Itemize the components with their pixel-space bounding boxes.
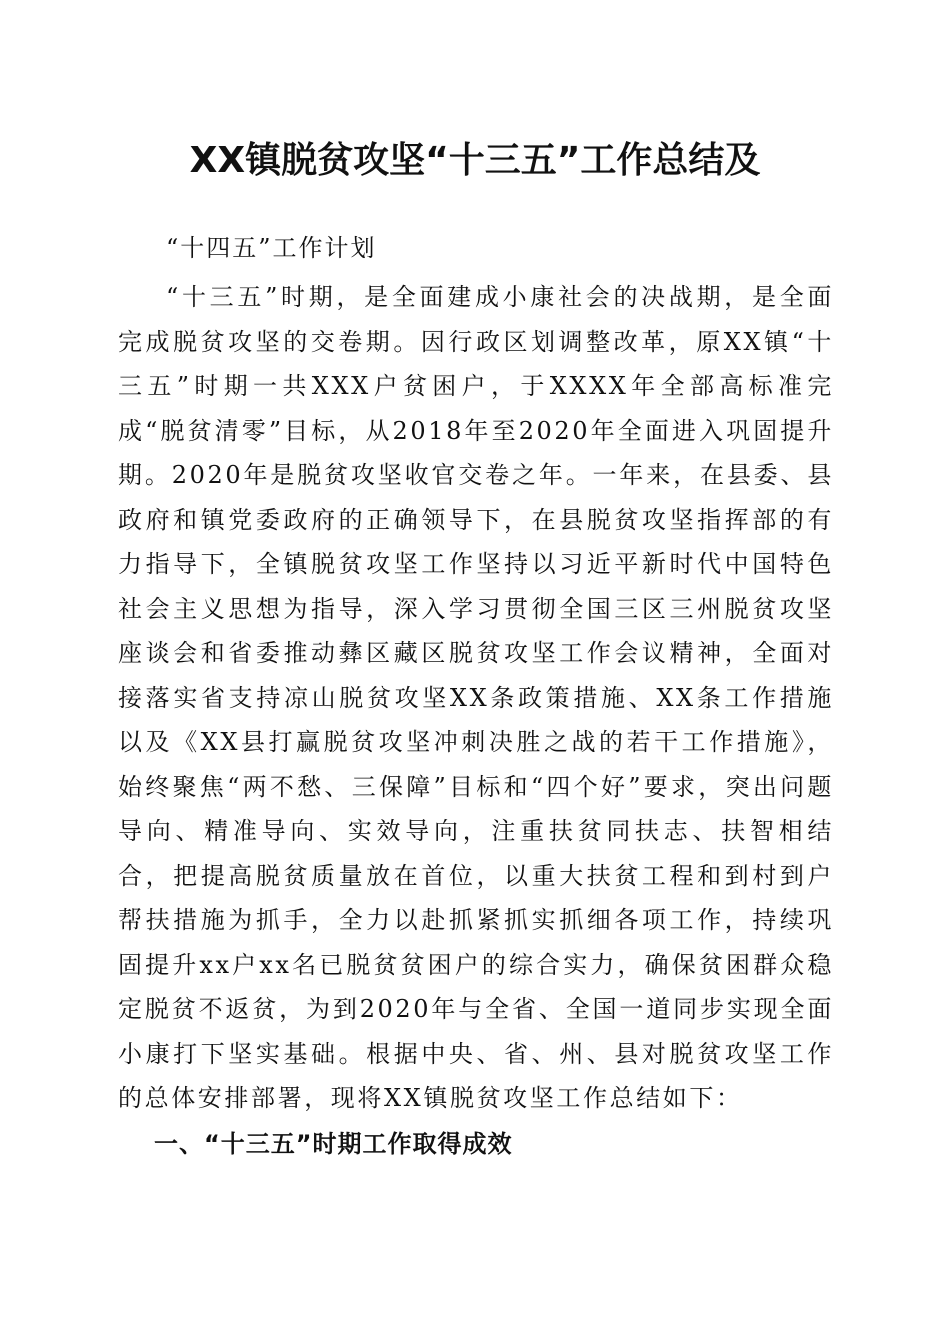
section-heading: 一、“十三五”时期工作取得成效 xyxy=(154,1130,513,1158)
body-paragraph: “十三五”时期，是全面建成小康社会的决战期，是全面完成脱贫攻坚的交卷期。因行政区划调整改革，原XX镇“十三五”时期一共XXX户贫困户，于XXXX年全部高标准完成“脱贫清零”目标，从2018年至2020年全面进入巩固提升期。2020年是脱贫攻坚收官交卷之年。一年来，在县委、县政府和镇党委政府的正确领导下，在县脱贫攻坚指挥部的有力指导下，全镇脱贫攻坚工作坚持以习近平新时代中国特色社会主义思想为指导，深入学习贯彻全国三区三州脱贫攻坚座谈会和省委推动彝区藏区脱贫攻坚工作会议精神，全面对接落实省支持凉山脱贫攻坚XX条政策措施、XX条工作措施以及《XX县打赢脱贫攻坚冲刺决胜之战的若干工作措施》，始终聚焦“两不愁、三保障”目标和“四个好”要求，突出问题导向、精准导向、实效导向，注重扶贫同扶志、扶智相结合，把提高脱贫质量放在首位，以重大扶贫工程和到村到户帮扶措施为抓手，全力以赴抓紧抓实抓细各项工作，持续巩固提升xx户xx名已脱贫贫困户的综合实力，确保贫困群众稳定脱贫不返贫，为到2020年与全省、全国一道同步实现全面小康打下坚实基础。根据中央、省、州、县对脱贫攻坚工作的总体安排部署，现将XX镇脱贫攻坚工作总结如下： xyxy=(118,283,834,1112)
document-title: XX镇脱贫攻坚“十三五”工作总结及 xyxy=(189,140,761,181)
document-subtitle: “十四五”工作计划 xyxy=(166,234,377,262)
